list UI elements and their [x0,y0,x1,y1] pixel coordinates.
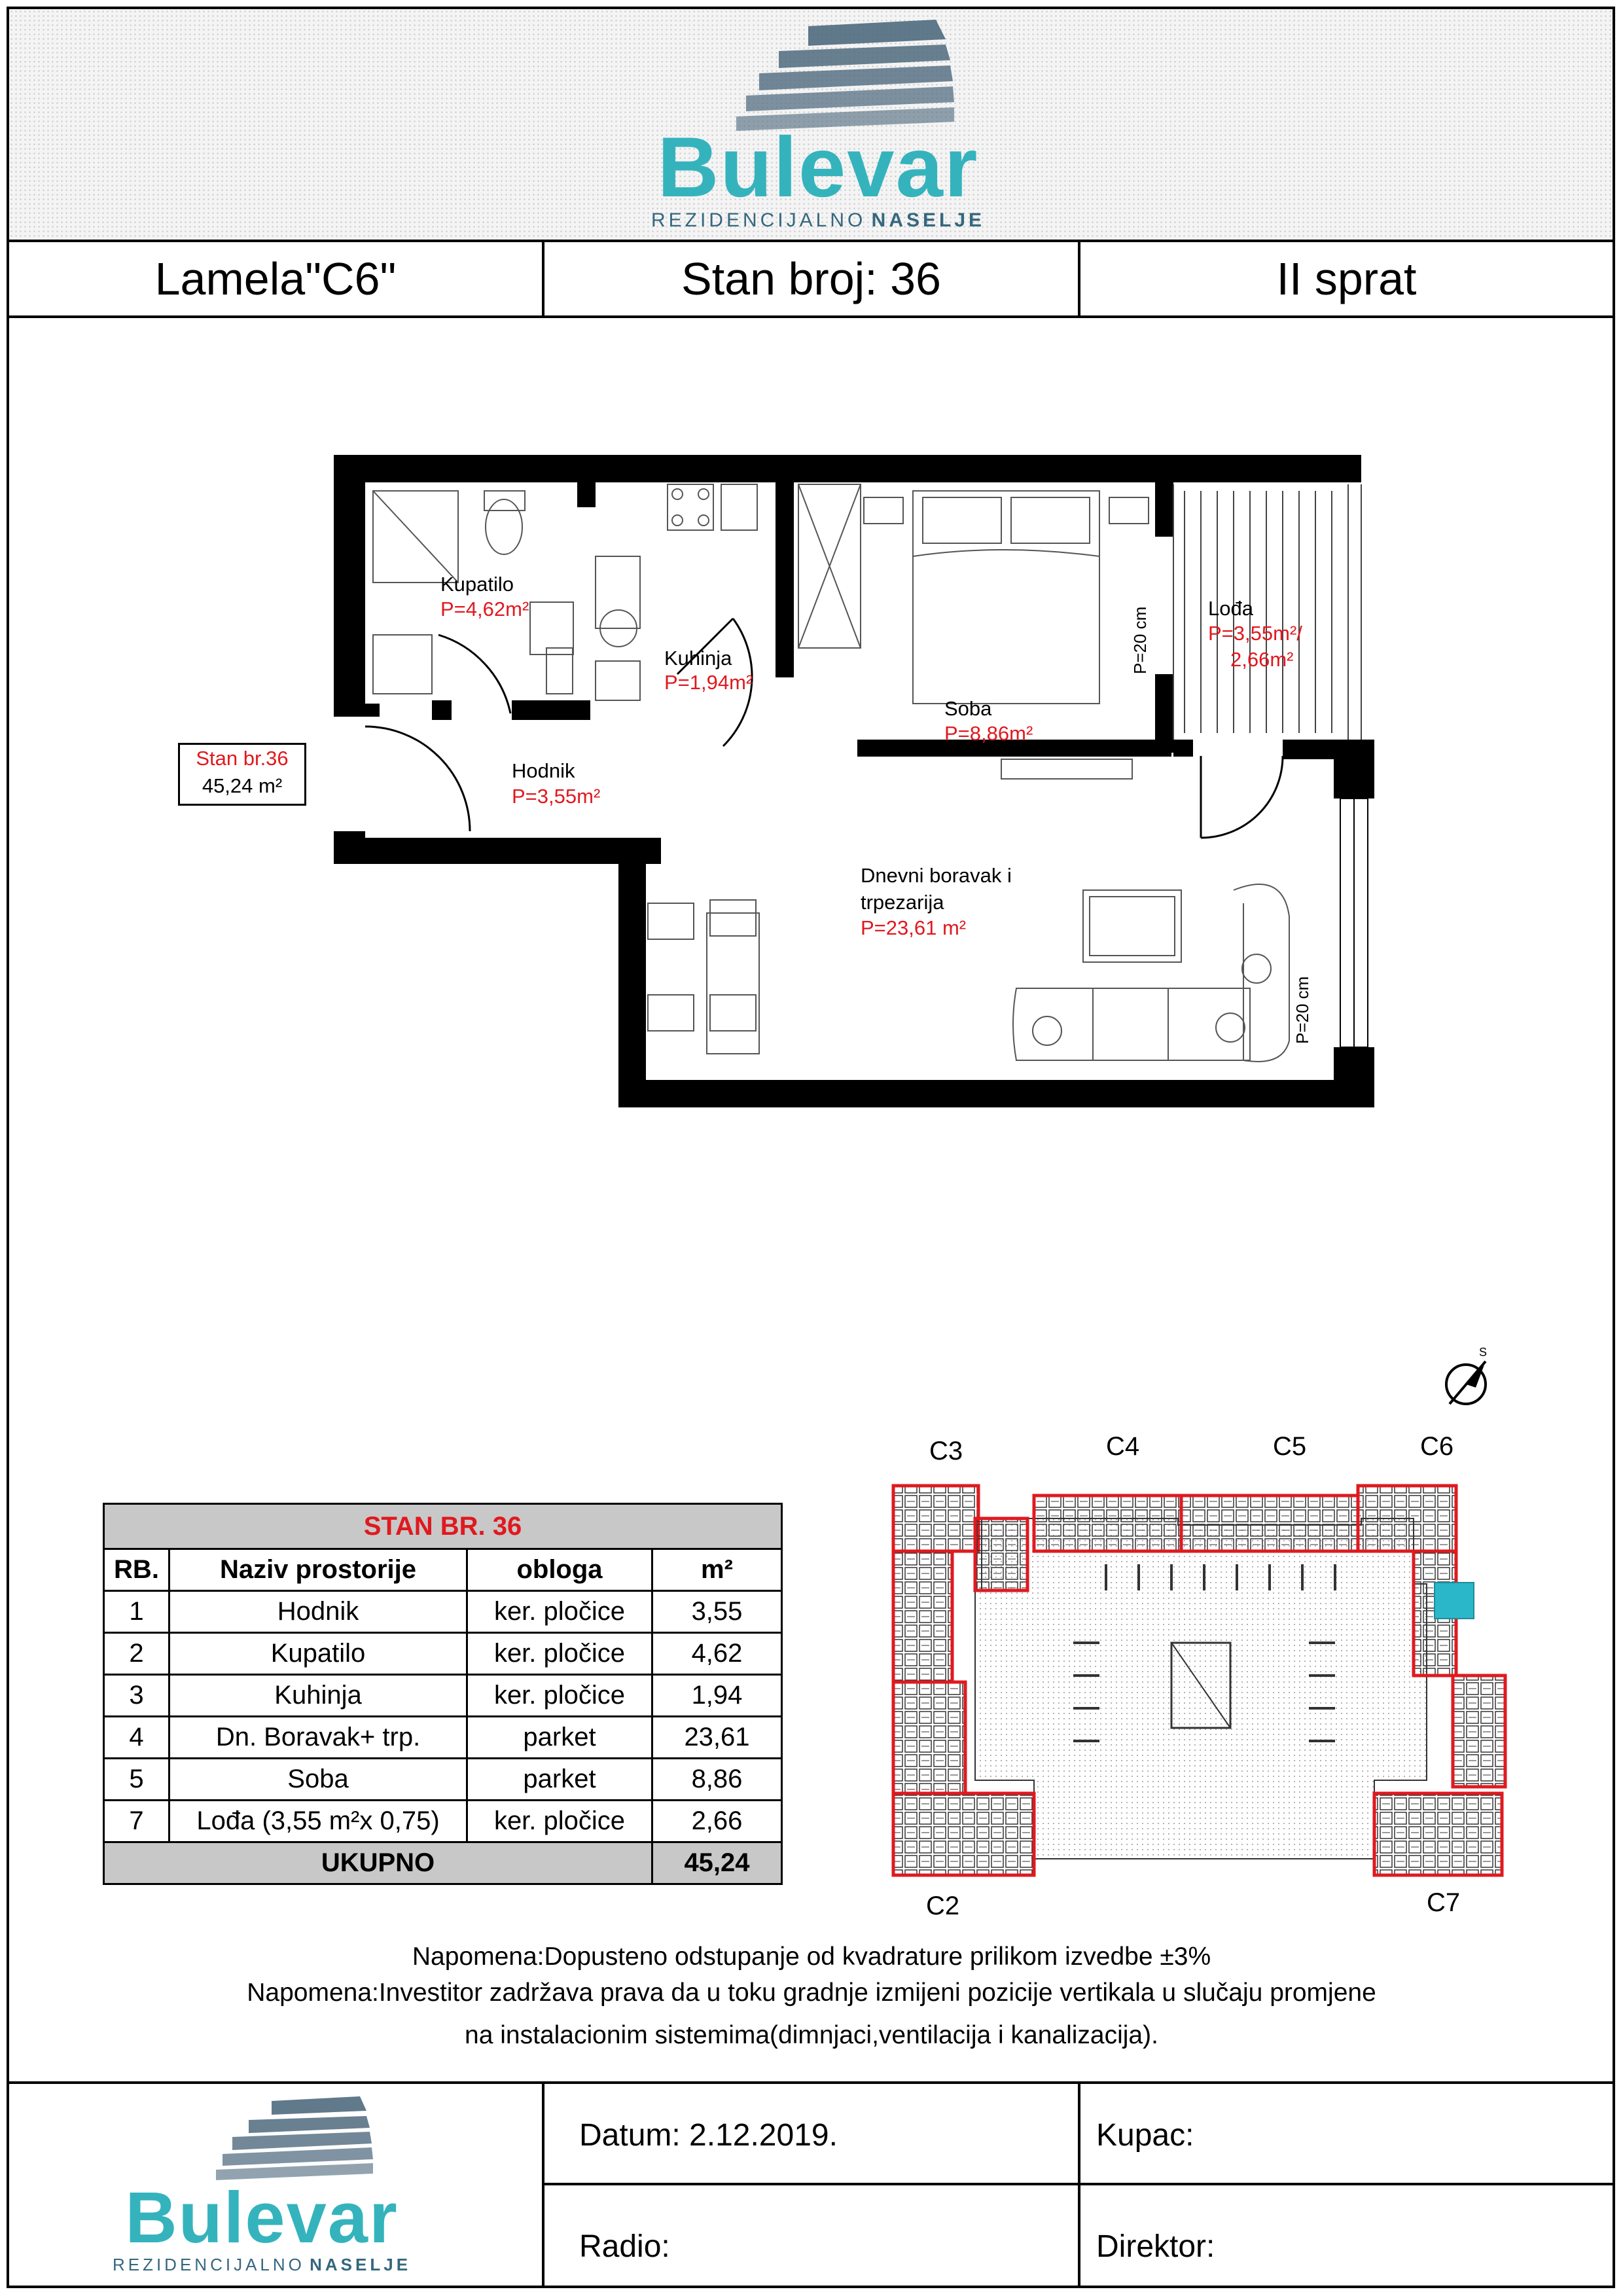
room-name-kuhinja: Kuhinja [664,647,732,670]
table-cell: 2,66 [652,1801,782,1842]
table-cell: 3,55 [652,1591,782,1633]
table-header: RB. [104,1549,169,1591]
footer-middle-divider [542,2183,1615,2185]
logo-subtitle: REZIDENCIJALNO NASELJE [112,2255,412,2274]
parapet-label-loda: P=20 cm [1130,606,1150,674]
room-area-hodnik: P=3,55m² [512,785,601,808]
table-cell: 5 [104,1759,169,1801]
note-line-2: Napomena:Investitor zadržava prava da u toku gradnje izmijeni pozicije vertikala u slučaju promjene [247,1979,1376,2007]
site-plan [890,1466,1518,1878]
title-divider [7,315,1615,318]
table-cell: ker. pločice [467,1591,652,1633]
buyer-field: Kupac: [1096,2118,1194,2153]
table-cell: Hodnik [169,1591,467,1633]
apartment-highlight [1435,1583,1474,1619]
director-field: Direktor: [1096,2229,1215,2264]
table-cell: 1,94 [652,1675,782,1717]
floor-plan [314,445,1387,1126]
building-logo-icon [92,2091,432,2189]
apartment-area: 45,24 m² [202,774,283,797]
room-area-kuhinja: P=1,94m² [664,671,753,694]
table-cell: 4,62 [652,1633,782,1675]
lamela-label-c4: C4 [1106,1432,1140,1461]
table-cell: 23,61 [652,1717,782,1759]
room-area-soba: P=8,86m² [944,722,1033,745]
room-area-loda: P=3,55m²/ [1208,622,1302,645]
table-cell: ker. pločice [467,1675,652,1717]
parapet-label-living: P=20 cm [1293,976,1312,1044]
table-cell: 1 [104,1591,169,1633]
table-cell: Soba [169,1759,467,1801]
table-cell: Lođa (3,55 m²x 0,75) [169,1801,467,1842]
table-cell: Dn. Boravak+ trp. [169,1717,467,1759]
north-arrow-icon [1440,1342,1499,1414]
table-row [104,1801,782,1842]
table-cell: ker. pločice [467,1633,652,1675]
logo-wordmark: Bulevar [125,2178,399,2258]
table-total-row [104,1842,782,1884]
note-line-1: Napomena:Dopusteno odstupanje od kvadrature prilikom izvedbe ±3% [412,1943,1211,1971]
date-field: Datum: 2.12.2019. [579,2118,838,2153]
apartment-number-title: Stan broj: 36 [681,253,941,304]
room-name-kupatilo: Kupatilo [440,573,514,596]
header-logo [648,13,988,236]
table-row [104,1717,782,1759]
room-name-loda: Lođa [1208,597,1253,620]
floor-title: II sprat [1276,253,1417,304]
lamela-label-c7: C7 [1427,1888,1461,1917]
lamela-label-c5: C5 [1273,1432,1307,1461]
table-cell: 2 [104,1633,169,1675]
svg-text:S: S [1479,1346,1488,1359]
table-header: Naziv prostorije [169,1549,467,1591]
table-cell: parket [467,1759,652,1801]
drafted-by-field: Radio: [579,2229,670,2264]
logo-subtitle: REZIDENCIJALNO NASELJE [651,209,986,231]
room-name-soba: Soba [944,697,992,720]
table-cell: Kuhinja [169,1675,467,1717]
room-name-hodnik: Hodnik [512,759,575,782]
room-area-kupatilo: P=4,62m² [440,598,529,620]
table-row [104,1633,782,1675]
footer-divider [7,2081,1615,2084]
total-label: UKUPNO [104,1842,652,1884]
table-row [104,1591,782,1633]
note-line-3: na instalacionim sistemima(dimnjaci,ventilacija i kanalizacija). [465,2021,1158,2049]
logo-wordmark: Bulevar [657,119,979,215]
total-value: 45,24 [652,1842,782,1884]
room-table [103,1503,783,1885]
lamela-title: Lamela"C6" [154,253,397,304]
lamela-label-c6: C6 [1420,1432,1454,1461]
lamela-label-c3: C3 [929,1437,963,1465]
table-row [104,1675,782,1717]
table-cell: 7 [104,1801,169,1842]
room-area-loda-reduced: 2,66m² [1230,648,1294,671]
table-cell: 8,86 [652,1759,782,1801]
room-name-trpezarija: trpezarija [861,891,944,914]
table-title: STAN BR. 36 [104,1504,782,1549]
apartment-area-box [178,743,306,806]
table-row [104,1759,782,1801]
apartment-label: Stan br.36 [196,747,289,770]
table-header: obloga [467,1549,652,1591]
table-header: m² [652,1549,782,1591]
footer-logo [92,2091,432,2274]
lamela-label-c2: C2 [926,1892,960,1920]
room-area-dnevni: P=23,61 m² [861,916,967,939]
table-cell: ker. pločice [467,1801,652,1842]
table-cell: 4 [104,1717,169,1759]
room-name-dnevni: Dnevni boravak i [861,864,1012,887]
table-cell: parket [467,1717,652,1759]
table-cell: 3 [104,1675,169,1717]
table-cell: Kupatilo [169,1633,467,1675]
